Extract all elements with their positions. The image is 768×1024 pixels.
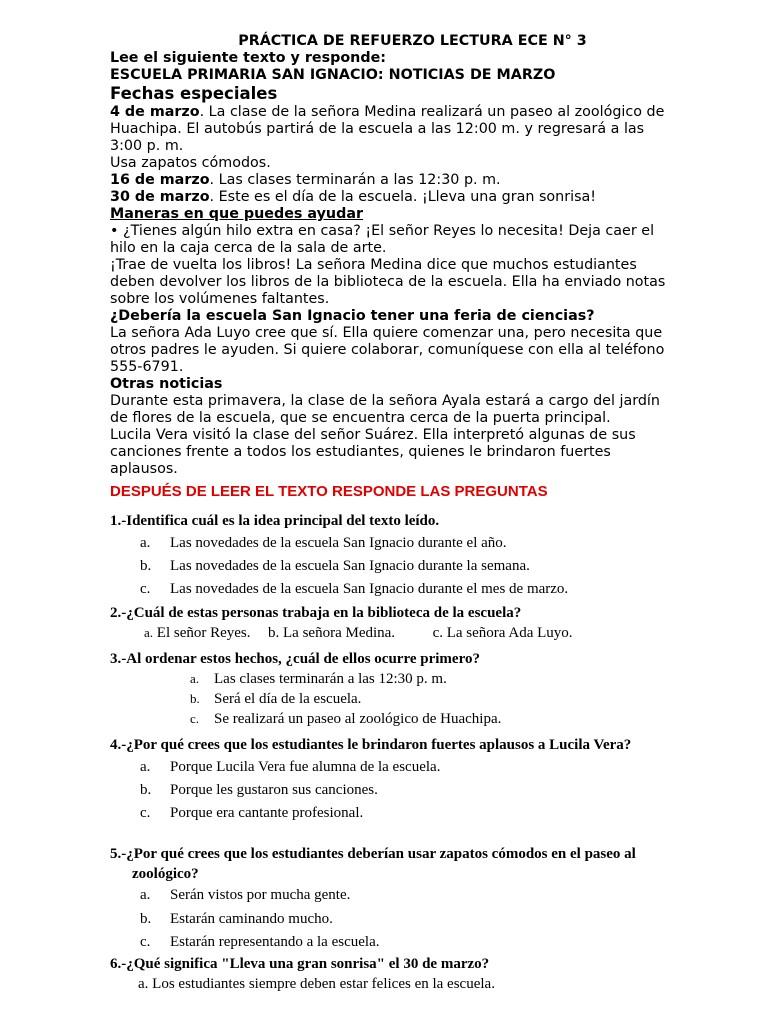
question-3: 3.-Al ordenar estos hechos, ¿cuál de ellos ocurre primero?: [110, 651, 480, 667]
paragraph-line: Lucila Vera visitó la clase del señor Suárez. Ella interpretó algunas de sus: [110, 427, 636, 443]
science-fair-heading: ¿Debería la escuela San Ignacio tener una feria de ciencias?: [110, 308, 595, 324]
question-3-option-b: b. Será el día de la escuela.: [190, 691, 362, 707]
reading-instruction: Lee el siguiente texto y responde:: [110, 50, 386, 66]
question-5-option-c: c. Estarán representando a la escuela.: [140, 934, 380, 950]
paragraph-line: canciones frente a todos los estudiantes, quienes le brindaron fuertes: [110, 444, 611, 460]
paragraph-line: Durante esta primavera, la clase de la señora Ayala estará a cargo del jardín: [110, 393, 660, 409]
question-1: 1.-Identifica cuál es la idea principal del texto leído.: [110, 513, 440, 529]
help-heading: Maneras en que puedes ayudar: [110, 206, 364, 222]
date2-line: 16 de marzo. Las clases terminarán a las 12:30 p. m.: [110, 172, 501, 188]
question-5-option-a: a. Serán vistos por mucha gente.: [140, 887, 351, 903]
question-1-option-c: c. Las novedades de la escuela San Ignacio durante el mes de marzo.: [140, 581, 569, 597]
question-2: 2.-¿Cuál de estas personas trabaja en la biblioteca de la escuela?: [110, 605, 522, 621]
special-dates-heading: Fechas especiales: [110, 84, 278, 103]
question-4-option-b: b. Porque les gustaron sus canciones.: [140, 782, 378, 798]
question-4: 4.-¿Por qué crees que los estudiantes le brindaron fuertes aplausos a Lucila Vera?: [110, 737, 632, 753]
question-2-option-a: El señor Reyes.: [156, 625, 251, 641]
paragraph-line: Usa zapatos cómodos.: [110, 155, 271, 171]
paragraph-line: aplausos.: [110, 461, 178, 477]
question-5: 5.-¿Por qué crees que los estudiantes deberían usar zapatos cómodos en el paseo al: [110, 846, 636, 862]
question-1-option-a: a. Las novedades de la escuela San Ignacio durante el año.: [140, 535, 507, 551]
paragraph-line: • ¿Tienes algún hilo extra en casa? ¡El señor Reyes lo necesita! Deja caer el: [110, 223, 655, 239]
date1-label: 4 de marzo: [110, 104, 200, 120]
worksheet-title: PRÁCTICA DE REFUERZO LECTURA ECE N° 3: [238, 33, 587, 49]
date1-line: 4 de marzo. La clase de la señora Medina realizará un paseo al zoológico de: [110, 104, 665, 120]
question-2-option-b: La señora Medina.: [283, 625, 396, 641]
paragraph-line: otros padres le ayuden. Si quiere colaborar, comuníquese con ella al teléfono: [110, 342, 665, 358]
question-5-continuation: zoológico?: [132, 866, 199, 882]
paragraph-line: Huachipa. El autobús partirá de la escuela a las 12:00 m. y regresará a las: [110, 121, 645, 137]
date3-line: 30 de marzo. Este es el día de la escuela. ¡Lleva una gran sonrisa!: [110, 189, 597, 205]
paragraph-line: 555-6791.: [110, 359, 184, 375]
question-6: 6.-¿Qué significa "Lleva una gran sonrisa" el 30 de marzo?: [110, 956, 490, 972]
other-news-heading: Otras noticias: [110, 376, 223, 392]
question-3-option-a: a. Las clases terminarán a las 12:30 p. m.: [190, 671, 447, 687]
question-5-option-b: b. Estarán caminando mucho.: [140, 911, 333, 927]
date3-label: 30 de marzo: [110, 189, 210, 205]
school-heading: ESCUELA PRIMARIA SAN IGNACIO: NOTICIAS DE MARZO: [110, 67, 556, 83]
paragraph-line: de flores de la escuela, que se encuentra cerca de la puerta principal.: [110, 410, 611, 426]
date2-label: 16 de marzo: [110, 172, 210, 188]
paragraph-line: hilo en la caja cerca de la sala de arte.: [110, 240, 387, 256]
question-4-option-c: c. Porque era cantante profesional.: [140, 805, 364, 821]
paragraph-line: sobre los volúmenes faltantes.: [110, 291, 330, 307]
paragraph-line: ¡Trae de vuelta los libros! La señora Medina dice que muchos estudiantes: [110, 257, 637, 273]
questions-instruction: DESPUÉS DE LEER EL TEXTO RESPONDE LAS PREGUNTAS: [110, 483, 548, 500]
paragraph-line: La señora Ada Luyo cree que sí. Ella quiere comenzar una, pero necesita que: [110, 325, 663, 341]
question-3-option-c: c. Se realizará un paseo al zoológico de Huachipa.: [190, 711, 502, 727]
question-6-option-a: a. Los estudiantes siempre deben estar felices en la escuela.: [138, 976, 495, 992]
question-2-options: a. El señor Reyes. b. La señora Medina. c. La señora Ada Luyo.: [144, 625, 573, 641]
paragraph-line: 3:00 p. m.: [110, 138, 184, 154]
question-4-option-a: a. Porque Lucila Vera fue alumna de la escuela.: [140, 759, 441, 775]
question-2-option-c: La señora Ada Luyo.: [446, 625, 573, 641]
paragraph-line: deben devolver los libros de la biblioteca de la escuela. Ella ha enviado notas: [110, 274, 666, 290]
reading-passage: [110, 33, 715, 478]
question-1-option-b: b. Las novedades de la escuela San Ignacio durante la semana.: [140, 558, 530, 574]
